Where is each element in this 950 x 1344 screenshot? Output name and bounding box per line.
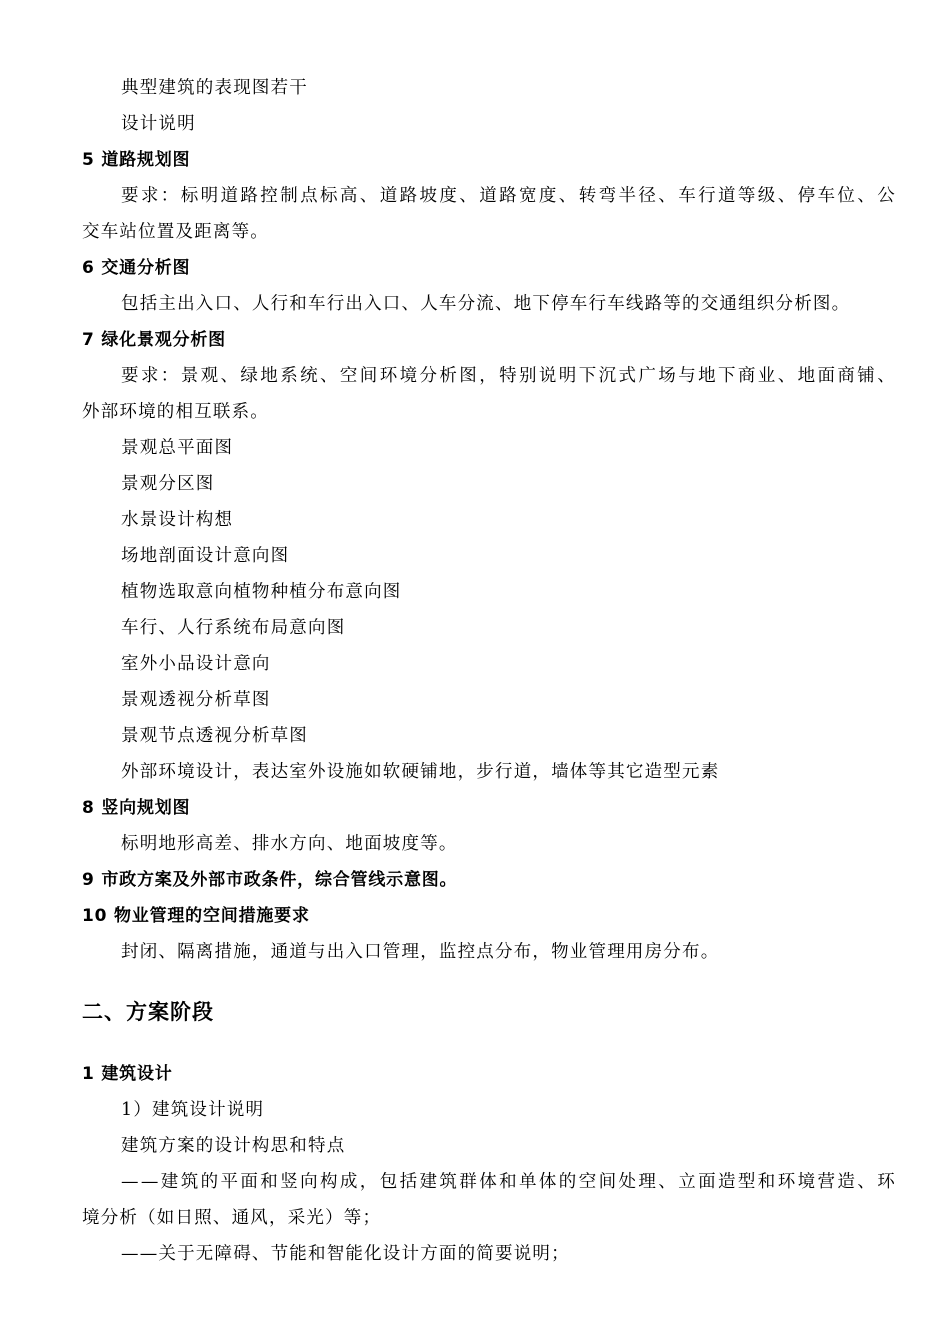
text-line: 典型建筑的表现图若干 xyxy=(121,78,308,98)
text-line: 设计说明 xyxy=(121,114,196,134)
text-line: 建筑方案的设计构思和特点 xyxy=(121,1136,346,1156)
text-line: 景观节点透视分析草图 xyxy=(121,726,308,746)
text-line: 植物选取意向植物种植分布意向图 xyxy=(121,582,402,602)
section-heading: 9 市政方案及外部市政条件，综合管线示意图。 xyxy=(82,870,458,890)
text-line: 要求：标明道路控制点标高、道路坡度、道路宽度、转弯半径、车行道等级、停车位、公 xyxy=(121,186,898,206)
text-line: 封闭、隔离措施，通道与出入口管理，监控点分布，物业管理用房分布。 xyxy=(121,942,720,962)
text-line: 景观总平面图 xyxy=(121,438,234,458)
text-line: 车行、人行系统布局意向图 xyxy=(121,618,346,638)
text-line: ——关于无障碍、节能和智能化设计方面的简要说明； xyxy=(121,1244,570,1264)
section-heading: 1 建筑设计 xyxy=(82,1064,173,1084)
text-line: ——建筑的平面和竖向构成，包括建筑群体和单体的空间处理、立面造型和环境营造、环 xyxy=(121,1172,898,1192)
text-line: 室外小品设计意向 xyxy=(121,654,271,674)
section-heading: 10 物业管理的空间措施要求 xyxy=(82,906,310,926)
chapter-title: 二、方案阶段 xyxy=(82,1000,214,1024)
section-heading: 5 道路规划图 xyxy=(82,150,191,170)
text-line: 标明地形高差、排水方向、地面坡度等。 xyxy=(121,834,458,854)
text-line: 要求：景观、绿地系统、空间环境分析图，特别说明下沉式广场与地下商业、地面商铺、 xyxy=(121,366,898,386)
text-line: 场地剖面设计意向图 xyxy=(121,546,290,566)
section-heading: 7 绿化景观分析图 xyxy=(82,330,226,350)
text-line: 景观透视分析草图 xyxy=(121,690,271,710)
text-line: 外部环境的相互联系。 xyxy=(82,402,269,422)
text-line: 包括主出入口、人行和车行出入口、人车分流、地下停车行车线路等的交通组织分析图。 xyxy=(121,294,851,314)
text-line: 交车站位置及距离等。 xyxy=(82,222,269,242)
text-line: 水景设计构想 xyxy=(121,510,234,530)
section-heading: 8 竖向规划图 xyxy=(82,798,191,818)
text-line: 外部环境设计，表达室外设施如软硬铺地，步行道，墙体等其它造型元素 xyxy=(121,762,720,782)
text-line: 1）建筑设计说明 xyxy=(121,1100,265,1120)
text-line: 境分析（如日照、通风，采光）等； xyxy=(82,1208,382,1228)
text-line: 景观分区图 xyxy=(121,474,215,494)
section-heading: 6 交通分析图 xyxy=(82,258,191,278)
